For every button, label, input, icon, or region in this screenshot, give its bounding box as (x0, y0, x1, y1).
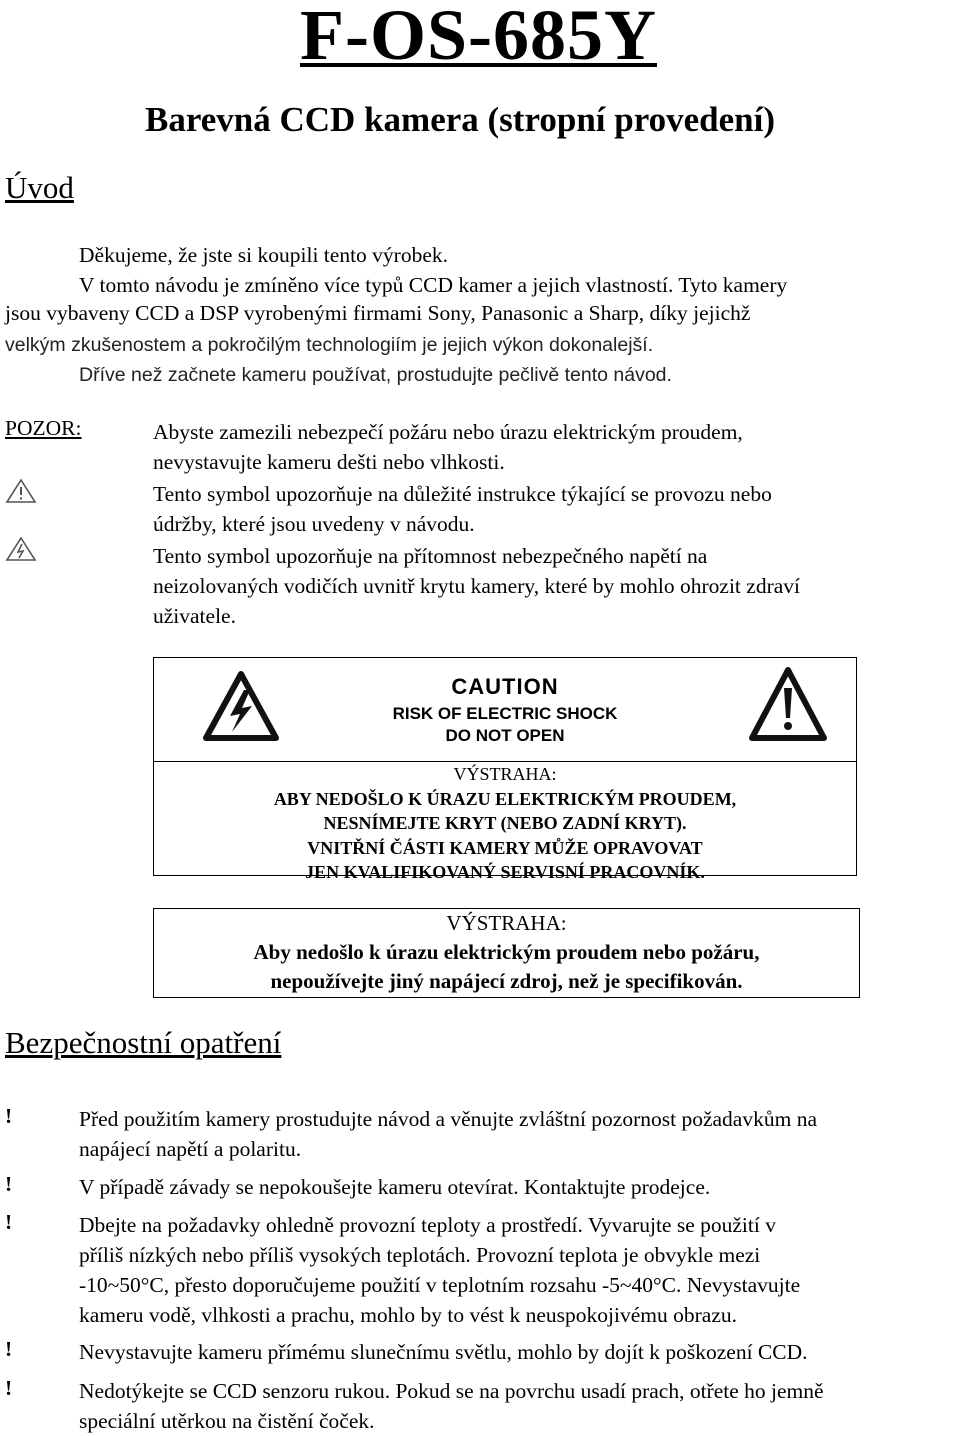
power-warning-box (153, 908, 860, 998)
warning-line: JEN KVALIFIKOVANÝ SERVISNÍ PRACOVNÍK. (305, 862, 705, 882)
lightning-triangle-icon (5, 536, 37, 562)
warning-line: ABY NEDOŠLO K ÚRAZU ELEKTRICKÝM PROUDEM, (273, 788, 737, 809)
warning-triangle-icon (5, 478, 37, 504)
list-item-cont: kameru vodě, vlhkosti a prachu, mohlo by to vést k neuspokojivému obrazu. (79, 1303, 738, 1327)
list-item-cont: napájecí napětí a polaritu. (79, 1137, 302, 1161)
list-item-cont: -10~50°C, přesto doporučujeme použití v teplotním rozsahu -5~40°C. Nevystavujte (79, 1273, 801, 1297)
caution-risk-line: RISK OF ELECTRIC SHOCK (392, 704, 618, 723)
safety-heading: Bezpečnostní opatření (5, 1025, 282, 1060)
bullet-mark: ! (5, 1210, 13, 1234)
pozor-line: uživatele. (153, 604, 236, 628)
intro-line: Děkujeme, že jste si koupili tento výrobek. (79, 243, 448, 267)
caution-label-image (154, 658, 856, 762)
pozor-line: Tento symbol upozorňuje na přítomnost nebezpečného napětí na (153, 544, 708, 568)
pozor-line: Abyste zamezili nebezpečí požáru nebo úrazu elektrickým proudem, (153, 420, 743, 444)
product-subtitle: Barevná CCD kamera (stropní provedení) (145, 100, 775, 139)
caution-title: CAUTION (451, 674, 559, 699)
list-item: Před použitím kamery prostudujte návod a věnujte zvláštní pozornost požadavkům na (79, 1107, 817, 1131)
bullet-mark: ! (5, 1104, 13, 1128)
intro-line: V tomto návodu je zmíněno více typů CCD kamer a jejich vlastností. Tyto kamery (79, 273, 788, 297)
list-item: Nedotýkejte se CCD senzoru rukou. Pokud se na povrchu usadí prach, otřete ho jemně (79, 1379, 824, 1403)
pozor-label: POZOR: (5, 416, 82, 440)
list-item-cont: příliš nízkých nebo příliš vysokých teplotách. Provozní teplota je obvykle mezi (79, 1243, 761, 1267)
intro-heading: Úvod (5, 170, 74, 205)
pozor-line: Tento symbol upozorňuje na důležité instrukce týkající se provozu nebo (153, 482, 772, 506)
warning-title: VÝSTRAHA: (453, 764, 557, 784)
warning-line: VNITŘNÍ ČÁSTI KAMERY MŮŽE OPRAVOVAT (307, 837, 703, 858)
bullet-mark: ! (5, 1172, 13, 1196)
list-item: V případě závady se nepokoušejte kameru otevírat. Kontaktujte prodejce. (79, 1175, 711, 1199)
warning-line: Aby nedošlo k úrazu elektrickým proudem nebo požáru, (253, 940, 760, 964)
list-item-cont: speciální utěrkou na čistění čoček. (79, 1409, 375, 1433)
model-title: F-OS-685Y (300, 0, 657, 75)
pozor-line: nevystavujte kameru dešti nebo vlhkosti. (153, 450, 505, 474)
intro-line: jsou vybaveny CCD a DSP vyrobenými firmami Sony, Panasonic a Sharp, díky jejichž (5, 301, 751, 325)
bullet-mark: ! (5, 1337, 13, 1361)
caution-warning-box (153, 657, 857, 882)
warning-title: VÝSTRAHA: (446, 911, 567, 935)
list-item: Nevystavujte kameru přímému slunečnímu světlu, mohlo by dojít k poškození CCD. (79, 1340, 808, 1364)
warning-text (154, 762, 856, 885)
intro-line: Dříve než začnete kameru používat, prostudujte pečlivě tento návod. (79, 364, 672, 386)
pozor-line: údržby, které jsou uvedeny v návodu. (153, 512, 475, 536)
warning-line: nepoužívejte jiný napájecí zdroj, než je specifikován. (270, 969, 743, 993)
caution-open-line: DO NOT OPEN (445, 726, 565, 745)
intro-line: velkým zkušenostem a pokročilým technologiím je jejich výkon dokonalejší. (5, 334, 654, 356)
bullet-mark: ! (5, 1376, 13, 1400)
pozor-line: neizolovaných vodičích uvnitř krytu kamery, které by mohlo ohrozit zdraví (153, 574, 800, 598)
list-item: Dbejte na požadavky ohledně provozní teploty a prostředí. Vyvarujte se použití v (79, 1213, 776, 1237)
warning-line: NESNÍMEJTE KRYT (NEBO ZADNÍ KRYT). (323, 813, 687, 833)
